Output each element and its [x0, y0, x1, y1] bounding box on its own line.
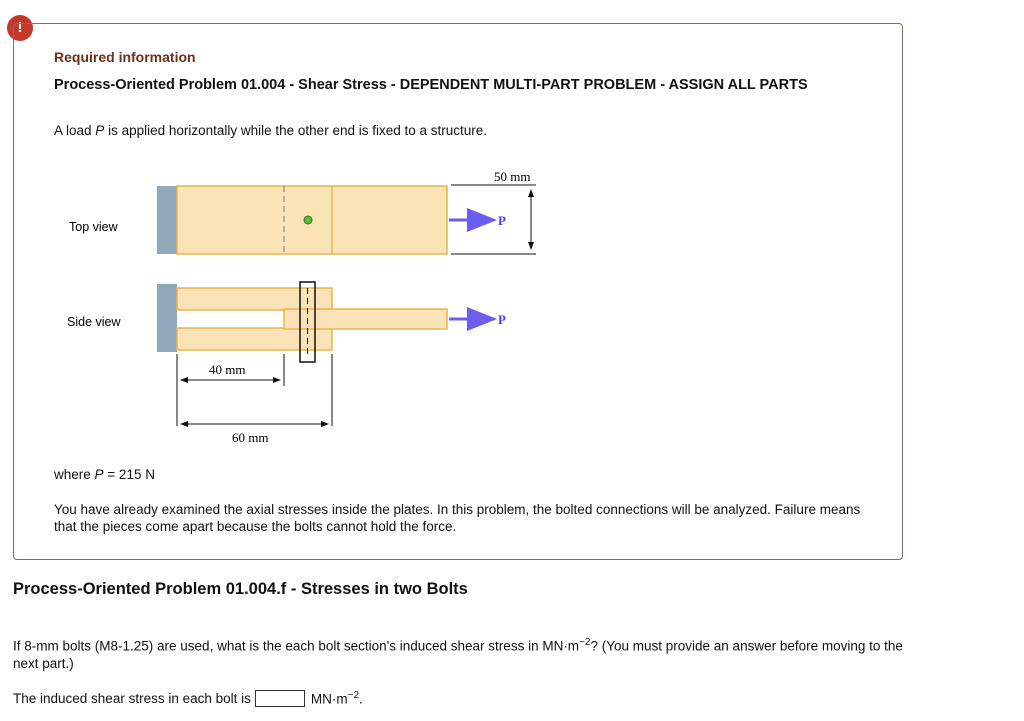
side-view-label: Side view [67, 315, 121, 329]
required-information-heading: Required information [54, 49, 196, 65]
unit-end: . [359, 691, 363, 707]
answer-label: The induced shear stress in each bolt is [13, 691, 251, 706]
required-information-panel [13, 23, 903, 560]
top-view-label: Top view [69, 220, 118, 234]
top-force-label: P [498, 213, 506, 228]
side-force-label: P [498, 312, 506, 327]
question-text [13, 634, 913, 672]
problem-title: Process-Oriented Problem 01.004 - Shear Stress - DEPENDENT MULTI-PART PROBLEM - ASSIGN ALL PARTS [54, 77, 808, 93]
side-wall [157, 284, 177, 352]
side-upper-plate [177, 288, 332, 310]
load-value [54, 467, 155, 482]
unit-base: MN·m [310, 691, 348, 707]
explanation-text: You have already examined the axial stresses inside the plates. In this problem, the bolted connections will be analyzed. Failure means that the pieces come apart because the bolts cannot hold the force. [54, 502, 861, 534]
question-suffix: ? (You must provide an answer before moving to the next part.) [13, 638, 903, 671]
question-exponent: −2 [579, 637, 591, 648]
side-middle-plate [284, 309, 447, 329]
bolt-head-icon [304, 216, 312, 224]
answer-unit [311, 690, 363, 707]
part-title: Process-Oriented Problem 01.004.f - Stresses in two Bolts [13, 580, 468, 598]
answer-row [13, 690, 363, 707]
where-value: = 215 N [103, 467, 155, 482]
unit-exponent: −2 [347, 690, 360, 702]
intro-variable: P [95, 123, 105, 138]
intro-prefix: A load [54, 123, 96, 138]
problem-intro [54, 123, 487, 138]
intro-suffix: is applied horizontally while the other end is fixed to a structure. [104, 123, 488, 138]
bolted-joint-figure [14, 164, 574, 444]
dim-50-label: 50 mm [494, 169, 531, 184]
where-variable: P [94, 467, 104, 482]
dim-60-label: 60 mm [232, 430, 269, 444]
question-prefix: If 8-mm bolts (M8-1.25) are used, what is the each bolt section's induced shear stress in MN·m [13, 638, 580, 654]
alert-icon: ! [7, 15, 33, 41]
side-lower-plate [177, 328, 332, 350]
dim-40-label: 40 mm [209, 362, 246, 377]
shear-stress-answer-input[interactable] [255, 690, 305, 707]
top-wall [157, 186, 177, 254]
where-prefix: where [54, 467, 95, 482]
